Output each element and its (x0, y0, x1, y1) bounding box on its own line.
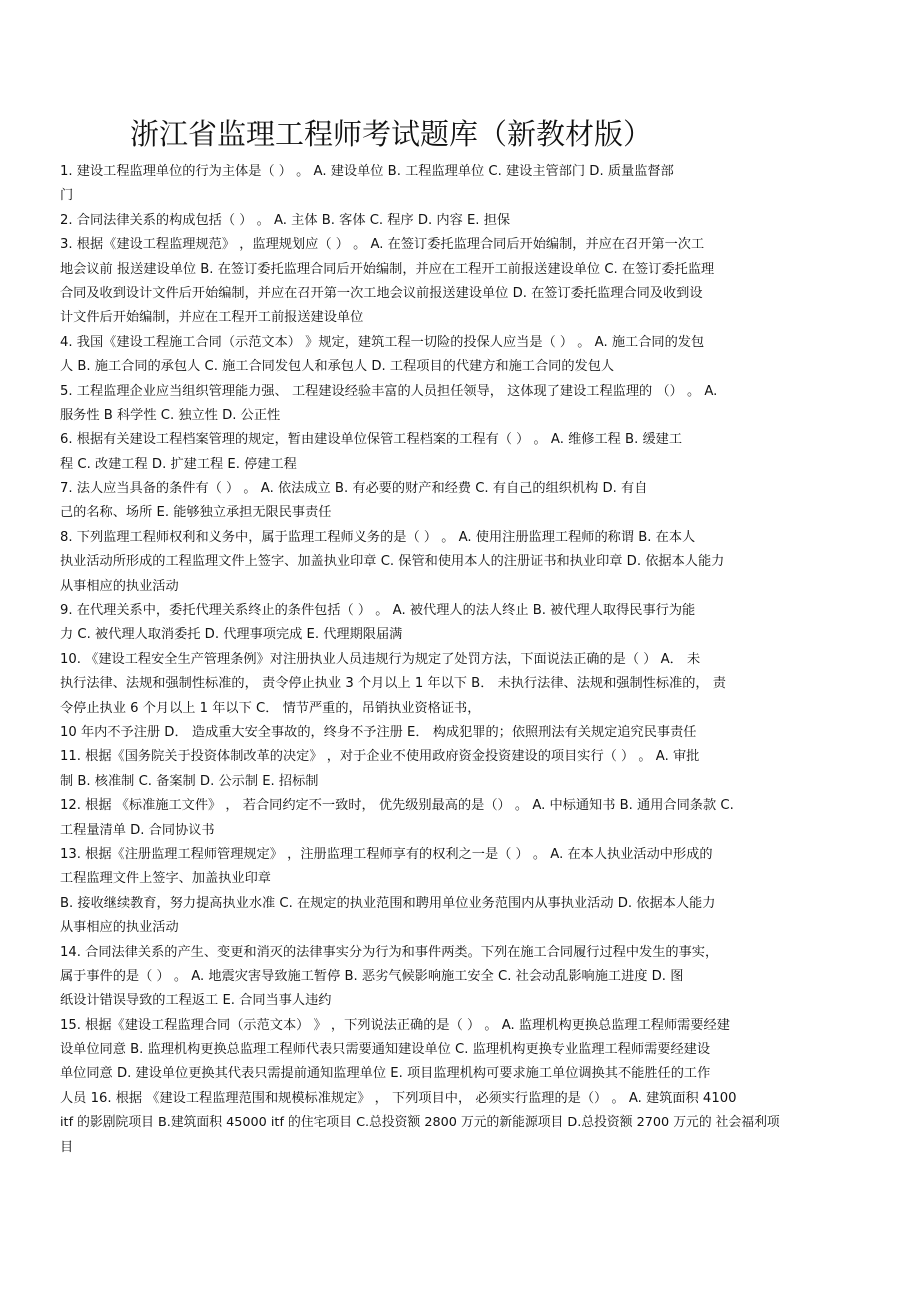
text-line: 合同及收到设计文件后开始编制，并应在召开第一次工地会议前报送建设单位 D. 在签订委托监理合同及收到设 (60, 285, 703, 301)
text-line: 6. 根据有关建设工程档案管理的规定，暂由建设单位保管工程档案的工程有（ ） 。 A. 维修工程 B. 缓建工 (60, 432, 683, 448)
text-line: 8. 下列监理工程师权利和义务中，属于监理工程师义务的是（ ） 。 A. 使用注册监理工程师的称谓 B. 在本人 (60, 529, 696, 545)
text-line: 计文件后开始编制，并应在工程开工前报送建设单位 (60, 310, 364, 326)
text-line: 制 B. 核准制 C. 备案制 D. 公示制 E. 招标制 (60, 773, 319, 789)
text-line: 3. 根据《建设工程监理规范》 ，监理规划应（ ） 。 A. 在签订委托监理合同后开始编制，并应在召开第一次工 (60, 237, 705, 253)
text-line: 10 年内不予注册 D． 造成重大安全事故的，终身不予注册 E． 构成犯罪的；依照刑法有关规定追究民事责任 (60, 724, 697, 740)
text-line: 1. 建设工程监理单位的行为主体是（ ） 。 A. 建设单位 B. 工程监理单位 C. 建设主管部门 D. 质量监督部 (60, 164, 674, 179)
text-line: 门 (60, 188, 74, 204)
text-line: 执行法律、法规和强制性标准的， 责令停止执业 3 个月以上 1 年以下 B． 未执行法律、法规和强制性标准的， 责 (60, 676, 726, 692)
text-line: itf 的影剧院项目 B.建筑面积 45000 itf 的住宅项目 C.总投资额 2800 万元的新能源项目 D.总投资额 2700 万元的 社会福利项 (60, 1115, 780, 1131)
text-line: 2. 合同法律关系的构成包括（ ） 。 A. 主体 B. 客体 C. 程序 D. 内容 E. 担保 (60, 212, 511, 228)
text-line: 13. 根据《注册监理工程师管理规定》 ，注册监理工程师享有的权利之一是（ ） 。 A. 在本人执业活动中形成的 (60, 846, 713, 862)
text-line: 工程监理文件上签字、加盖执业印章 (60, 871, 271, 887)
text-line: 9. 在代理关系中，委托代理关系终止的条件包括（ ） 。 A. 被代理人的法人终止 B. 被代理人取得民事行为能 (60, 603, 696, 619)
text-line: 令停止执业 6 个月以上 1 年以下 C． 情节严重的，吊销执业资格证书， (60, 700, 481, 716)
text-line: 力 C. 被代理人取消委托 D. 代理事项完成 E. 代理期限届满 (60, 627, 403, 643)
text-line: 4. 我国《建设工程施工合同（示范文本） 》规定，建筑工程一切险的投保人应当是（ ） 。 A. 施工合同的发包 (60, 334, 705, 350)
document-title: 浙江省监理工程师考试题库（新教材版） (130, 117, 653, 151)
text-line: 目 (60, 1139, 74, 1155)
text-line: 11. 根据《国务院关于投资体制改革的决定》 ，对于企业不使用政府资金投资建设的项目实行（ ） 。 A. 审批 (60, 749, 700, 765)
text-line: 服务性 B 科学性 C. 独立性 D. 公正性 (60, 407, 281, 423)
text-line: B. 接收继续教育，努力提高执业水准 C. 在规定的执业范围和聘用单位业务范围内从事执业活动 D. 依据本人能力 (60, 895, 716, 911)
question-text (60, 160, 890, 1160)
text-line: 属于事件的是（ ） 。 A. 地震灾害导致施工暂停 B. 恶劣气候影响施工安全 C. 社会动乱影响施工进度 D. 图 (60, 968, 684, 984)
text-line: 设单位同意 B. 监理机构更换总监理工程师代表只需要通知建设单位 C. 监理机构更换专业监理工程师需要经建设 (60, 1042, 711, 1058)
text-line: 15. 根据《建设工程监理合同（示范文本） 》 ，下列说法正确的是（ ） 。 A. 监理机构更换总监理工程师需要经建 (60, 1017, 730, 1033)
text-line: 人员 16. 根据 《建设工程监理范围和规模标准规定》 ， 下列项目中， 必须实行监理的是（） 。 A. 建筑面积 4100 (60, 1090, 737, 1106)
text-line: 从事相应的执业活动 (60, 578, 179, 594)
text-line: 执业活动所形成的工程监理文件上签字、加盖执业印章 C. 保管和使用本人的注册证书和执业印章 D. 依据本人能力 (60, 554, 725, 570)
text-line: 7. 法人应当具备的条件有（ ） 。 A. 依法成立 B. 有必要的财产和经费 C. 有自己的组织机构 D. 有自 (60, 481, 648, 497)
text-line: 10. 《建设工程安全生产管理条例》对注册执业人员违规行为规定了处罚方法，下面说法正确的是（ ） A． 未 (60, 651, 701, 667)
text-line: 地会议前 报送建设单位 B. 在签订委托监理合同后开始编制，并应在工程开工前报送建设单位 C. 在签订委托监理 (60, 261, 715, 277)
text-line: 14. 合同法律关系的产生、变更和消灭的法律事实分为行为和事件两类。下列在施工合同履行过程中发生的事实， (60, 944, 719, 960)
text-line: 纸设计错误导致的工程返工 E. 合同当事人违约 (60, 993, 332, 1009)
text-line: 人 B. 施工合同的承包人 C. 施工合同发包人和承包人 D. 工程项目的代建方和施工合同的发包人 (60, 359, 615, 375)
text-line: 5. 工程监理企业应当组织管理能力强、 工程建设经验丰富的人员担任领导， 这体现了建设工程监理的 （） 。 A. (60, 383, 718, 399)
text-line: 工程量清单 D. 合同协议书 (60, 822, 215, 838)
text-line: 单位同意 D. 建设单位更换其代表只需提前通知监理单位 E. 项目监理机构可要求施工单位调换其不能胜任的工作 (60, 1066, 711, 1082)
text-line: 己的名称、场所 E. 能够独立承担无限民事责任 (60, 505, 332, 521)
text-line: 12. 根据 《标准施工文件》 ， 若合同约定不一致时， 优先级别最高的是（） 。 A. 中标通知书 B. 通用合同条款 C. (60, 798, 734, 814)
text-line: 程 C. 改建工程 D. 扩建工程 E. 停建工程 (60, 456, 297, 472)
text-line: 从事相应的执业活动 (60, 920, 179, 936)
